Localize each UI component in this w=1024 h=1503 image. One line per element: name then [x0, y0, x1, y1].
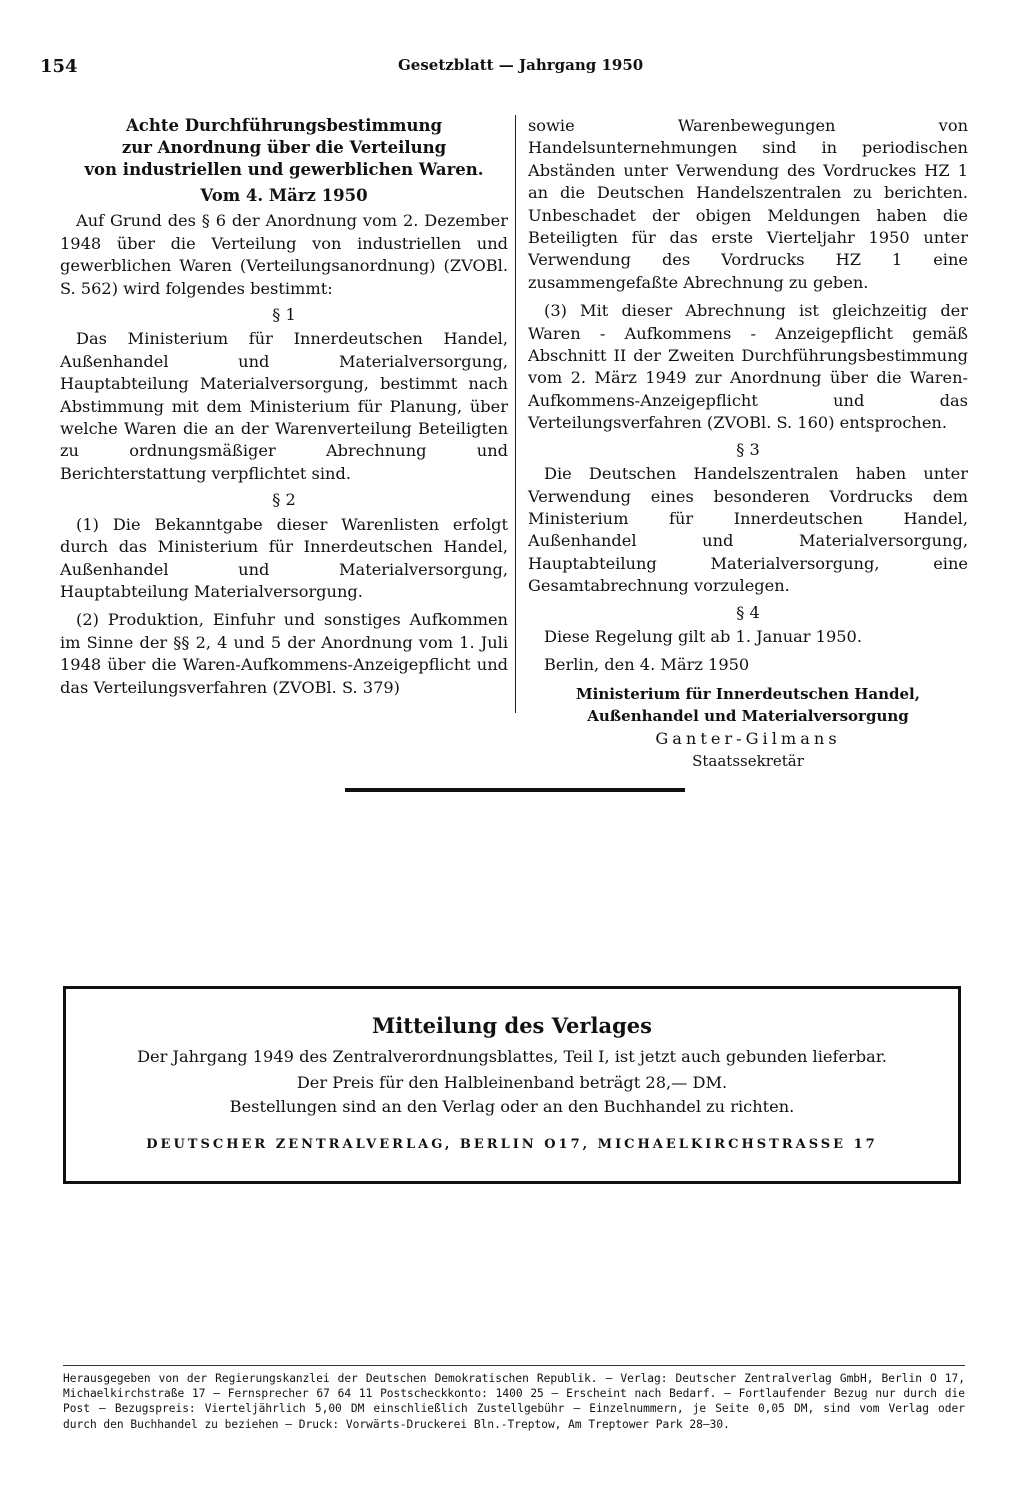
section-4-text: Diese Regelung gilt ab 1. Januar 1950. — [544, 626, 862, 646]
section-3-heading: § 3 — [736, 439, 760, 459]
decree-title-line-1: Achte Durchführungsbestimmung — [125, 116, 442, 135]
publisher-notice-box — [63, 986, 961, 1184]
separator-rule — [345, 788, 685, 792]
section-1-text: Das Ministerium für Innerdeutschen Handel, Außenhandel und Materialversorgung, Hauptabteilung Materialversorgung, bestimmt nach Abstimmung mit dem Ministerium für Planung, über welche Waren die an der Warenverteilung Beteiligten zu ordnungsmäßiger Abrechnung und Berichterstattung verpflichtet sind. — [60, 329, 508, 483]
section-1-heading: § 1 — [272, 305, 296, 325]
decree-title-line-2: zur Anordnung über die Verteilung — [121, 138, 447, 157]
signatory-title: Staatssekretär — [692, 751, 804, 770]
section-2-paragraph-3: (3) Mit dieser Abrechnung ist gleichzeitig der Waren - Aufkommens - Anzeigepflicht gemäß Abschnitt II der Zweiten Durchführungsbestimmung vom 2. März 1949 zur Anordnung über die Waren-Aufkommens-Anzeigepflicht und das Verteilungsverfahren (ZVOBl. S. 160) entsprochen. — [528, 301, 968, 433]
intro-paragraph: Auf Grund des § 6 der Anordnung vom 2. Dezember 1948 über die Verteilung von industriellen und gewerblichen Waren (Verteilungsanordnung) (ZVOBl. S. 562) wird folgendes bestimmt: — [60, 211, 508, 298]
authority-line-2: Außenhandel und Materialversorgung — [587, 707, 909, 726]
publisher-address: DEUTSCHER ZENTRALVERLAG, BERLIN O17, MICHAELKIRCHSTRASSE 17 — [146, 1137, 878, 1152]
section-4-heading: § 4 — [736, 602, 760, 622]
notice-title: Mitteilung des Verlages — [372, 1013, 652, 1038]
section-2-heading: § 2 — [272, 490, 296, 510]
notice-line-1: Der Jahrgang 1949 des Zentralverordnungsblattes, Teil I, ist jetzt auch gebunden lieferbar. — [137, 1047, 887, 1066]
decree-date: Vom 4. März 1950 — [200, 186, 368, 205]
decree-title-line-3: von industriellen und gewerblichen Waren. — [84, 160, 484, 179]
column-divider — [515, 115, 516, 713]
footer-imprint: Herausgegeben von der Regierungskanzlei der Deutschen Demokratischen Republik. — Verlag: Deutscher Zentralverlag GmbH, Berlin O 17, Michaelkirchstraße 17 — Fernsprecher 67 64 11 Postscheckkonto: 1400 25 — Erscheint nach Bedarf. — Fortlaufender Bezug nur durch die Post — Bezugspreis: Vierteljährlich 5,00 DM einschließlich Zustellgebühr — Einzelnummern, je Seite 0,05 DM, sind vom Verlag oder durch den Buchhandel zu beziehen — Druck: Vorwärts-Druckerei Bln.-Treptow, Am Treptower Park 28—30. — [63, 1372, 965, 1431]
section-2-paragraph-1: (1) Die Bekanntgabe dieser Warenlisten erfolgt durch das Ministerium für Innerdeutschen Handel, Außenhandel und Materialversorgung, Hauptabteilung Materialversorgung. — [60, 514, 508, 601]
page-number: 154 — [40, 56, 78, 77]
left-column — [60, 115, 508, 699]
signatory: Ganter-Gilmans — [655, 728, 841, 748]
place-date: Berlin, den 4. März 1950 — [544, 655, 750, 675]
section-2-continuation: sowie Warenbewegungen von Handelsunternehmungen sind in periodischen Abständen unter Verwendung des Vordruckes HZ 1 an die Deutschen Handelszentralen zu berichten. Unbeschadet der obigen Meldungen haben die Beteiligten für das erste Vierteljahr 1950 unter Verwendung des Vordrucks HZ 1 eine zusammengefaßte Abrechnung zu geben. — [528, 116, 968, 292]
notice-line-3: Bestellungen sind an den Verlag oder an den Buchhandel zu richten. — [229, 1097, 795, 1116]
section-3-text: Die Deutschen Handelszentralen haben unter Verwendung eines besonderen Vordrucks dem Ministerium für Innerdeutschen Handel, Außenhandel und Materialversorgung, Hauptabteilung Materialversorgung, eine Gesamtabrechnung vorzulegen. — [528, 464, 968, 596]
footer-rule — [63, 1365, 965, 1366]
notice-line-2: Der Preis für den Halbleinenband beträgt 28,— DM. — [296, 1073, 728, 1092]
running-head: Gesetzblatt — Jahrgang 1950 — [398, 56, 644, 74]
section-2-paragraph-2: (2) Produktion, Einfuhr und sonstiges Aufkommen im Sinne der §§ 2, 4 und 5 der Anordnung vom 1. Juli 1948 über die Waren-Aufkommens-Anzeigepflicht und das Verteilungsverfahren (ZVOBl. S. 379) — [60, 610, 508, 697]
authority-line-1: Ministerium für Innerdeutschen Handel, — [576, 684, 920, 703]
right-column — [528, 115, 968, 772]
